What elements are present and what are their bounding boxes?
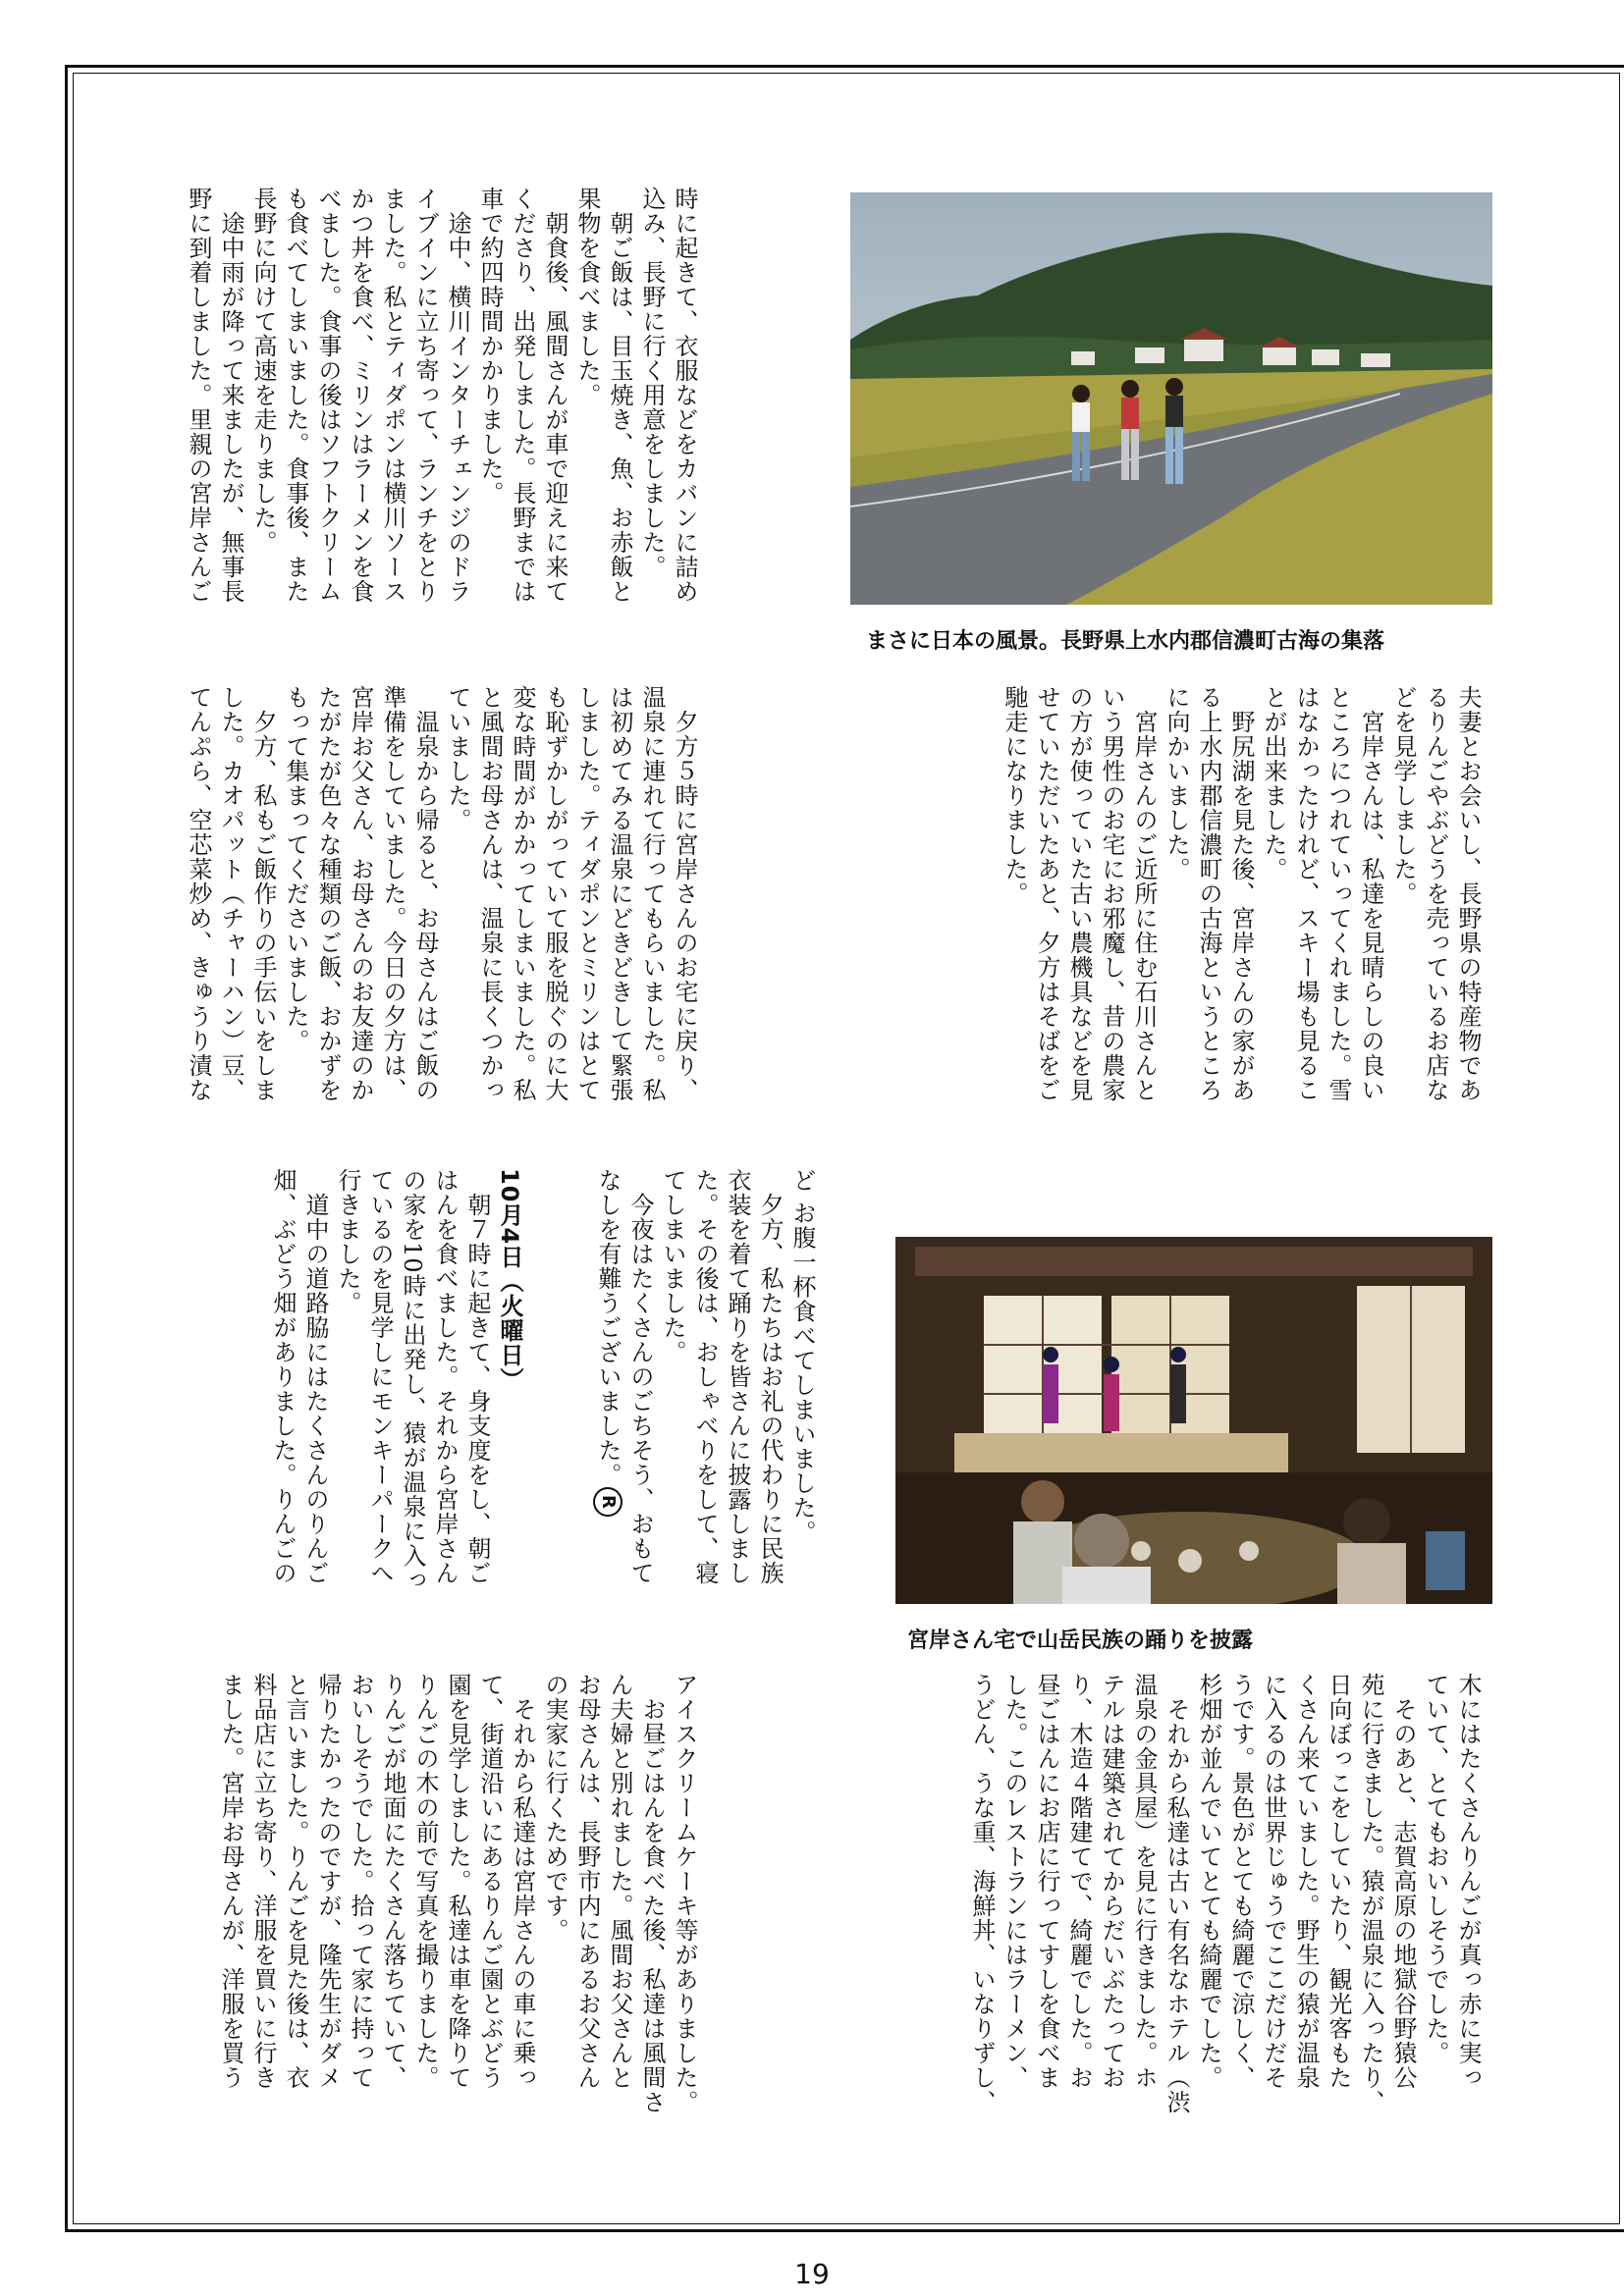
photo-mountain-dance [895,1237,1492,1604]
photo-village-landscape [850,192,1492,605]
article-text-block4-col2: アイスクリームケーキ等がありました。 お昼ごはんを食べた後、私達は風間さ ん夫婦と別れました。風間お父さんと お母さんは、長野市内にあるお父さん の実家に行くためです。 それから私達は宮岸さんの車に乗っ て、街道沿いにあるりんご園とぶどう 園を見学しました。私達は車を降りて りんごの木の前で写真を撮りました。 りんごが地面にたくさん落ちていて、 おいしそうでした。拾って家に持って 帰りたかったのですが、隆先生がダメ と言いました。りんごを見た後は、衣 料品店に立ち寄り、洋服を買いに行き ました。宮岸お母さんが、洋服を買う [217,1673,698,2114]
writer-initial-mark: R [593,1487,623,1517]
article-text-block2-col1: 夫妻とお会いし、長野県の特産物であ るりんごやぶどうを売っているお店な どを見学しました。 宮岸さんは、私達を見晴らしの良い ところにつれていってくれました。雪 はなかったけれど、スキー場も見るこ とが出来ました。 野尻湖を見た後、宮岸さんの家があ る上水内郡信濃町の古海というところ に向かいました。 宮岸さんのご近所に住む石川さんと いう男性のお宅にお邪魔し、昔の農家 の方が使っていた古い農機具などを見 せていただいたあと、夕方はそばをご 馳走になりました。 [1001,685,1482,1102]
photo-caption-middle: 宮岸さん宅で山岳民族の踊りを披露 [907,1629,1254,1653]
page-number: 19 [794,2258,830,2290]
village-landscape-image [850,192,1492,605]
article-text-block2-col2: 夕方５時に宮岸さんのお宅に戻り、 温泉に連れて行ってもらいました。私 は初めてみる温泉にどきどきして緊張 しました。ティダポンとミリンはとて も恥ずかしがっていて服を脱ぐのに大 変な時間がかかってしまいました。私 と風間お母さんは、温泉に長くつかっ ていました。 温泉から帰ると、お母さんはご飯の 準備をしていました。今日の夕方は、 宮岸お父さん、お母さんのお友達のか たがたが色々な種類のご飯、おかずを もって集まってくださいました。 夕方、私もご飯作りの手伝いをしま した。カオパット（チャーハン）豆、 てんぷら、空芯菜炒め、きゅうり漬な [185,685,698,1102]
date-heading: 10月4日（火曜日） [496,1168,523,1393]
article-text-block1-col1: 時に起きて、衣服などをカバンに詰め 込み、長野に行く用意をしました。 朝ご飯は、目玉焼き、魚、お赤飯と 果物を食べました。 朝食後、風間さんが車で迎えに来て くださり、出発しました。長野までは 車で約四時間かかりました。 途中、横川インターチェンジのドラ イブインに立ち寄って、ランチをとり ました。私とティダポンは横川ソース かつ丼を食べ、ミリンはラーメンを食 べました。食事の後はソフトクリーム も食べてしまいました。食事後、また 長野に向けて高速を走りました。 途中雨が降って来ましたが、無事長 野に到着しました。里親の宮岸さんご [185,187,698,604]
article-text-block3-col2 [165,1168,558,1659]
article-text-block4-col1: 木にはたくさんりんごが真っ赤に実っ ていて、とてもおいしそうでした。 そのあと、志賀高原の地獄谷野猿公 苑に行きました。猿が温泉に入ったり、 日向ぼっこをしていたり、観光客もた くさん来ていました。野生の猿が温泉 に入るのは世界じゅうでここだけだそ うです。景色がとても綺麗で涼しく、 杉畑が並んでいてとても綺麗でした。 それから私達は古い有名なホテル（渋 温泉の金具屋）を見に行きました。ホ テルは建築されてからだいぶたってお り、木造４階建てで、綺麗でした。お 昼ごはんにお店に行ってすしを食べま した。このレストランにはラーメン、 うどん、うな重、海鮮丼、いなりずし、 [968,1673,1482,2114]
article-text-block3-col1 [556,1168,850,1659]
article-text-block3-col2-text: 朝７時に起きて、身支度をし、朝ご はんを食べました。それから宮岸さん の家を10時に出発し、猿が温泉に入っ ているのを見学しにモンキーパークへ 行きました。 道中の道路脇にはたくさんのりんご 畑、ぶどう畑がありました。りんごの [269,1168,491,1593]
article-text-block3-col1-text: ど お腹一杯食べてしまいました。 夕方、私たちはお礼の代わりに民族 衣装を着て踊りを皆さんに披露しまし た。その後は、おしゃべりをして、寝 てしまいました。 今夜はたくさんのごちそう、おもて なしを有難うございました。 [594,1168,816,1585]
photo-caption-top: まさに日本の風景。長野県上水内郡信濃町古海の集落 [866,629,1385,654]
mountain-dance-image [895,1237,1492,1604]
